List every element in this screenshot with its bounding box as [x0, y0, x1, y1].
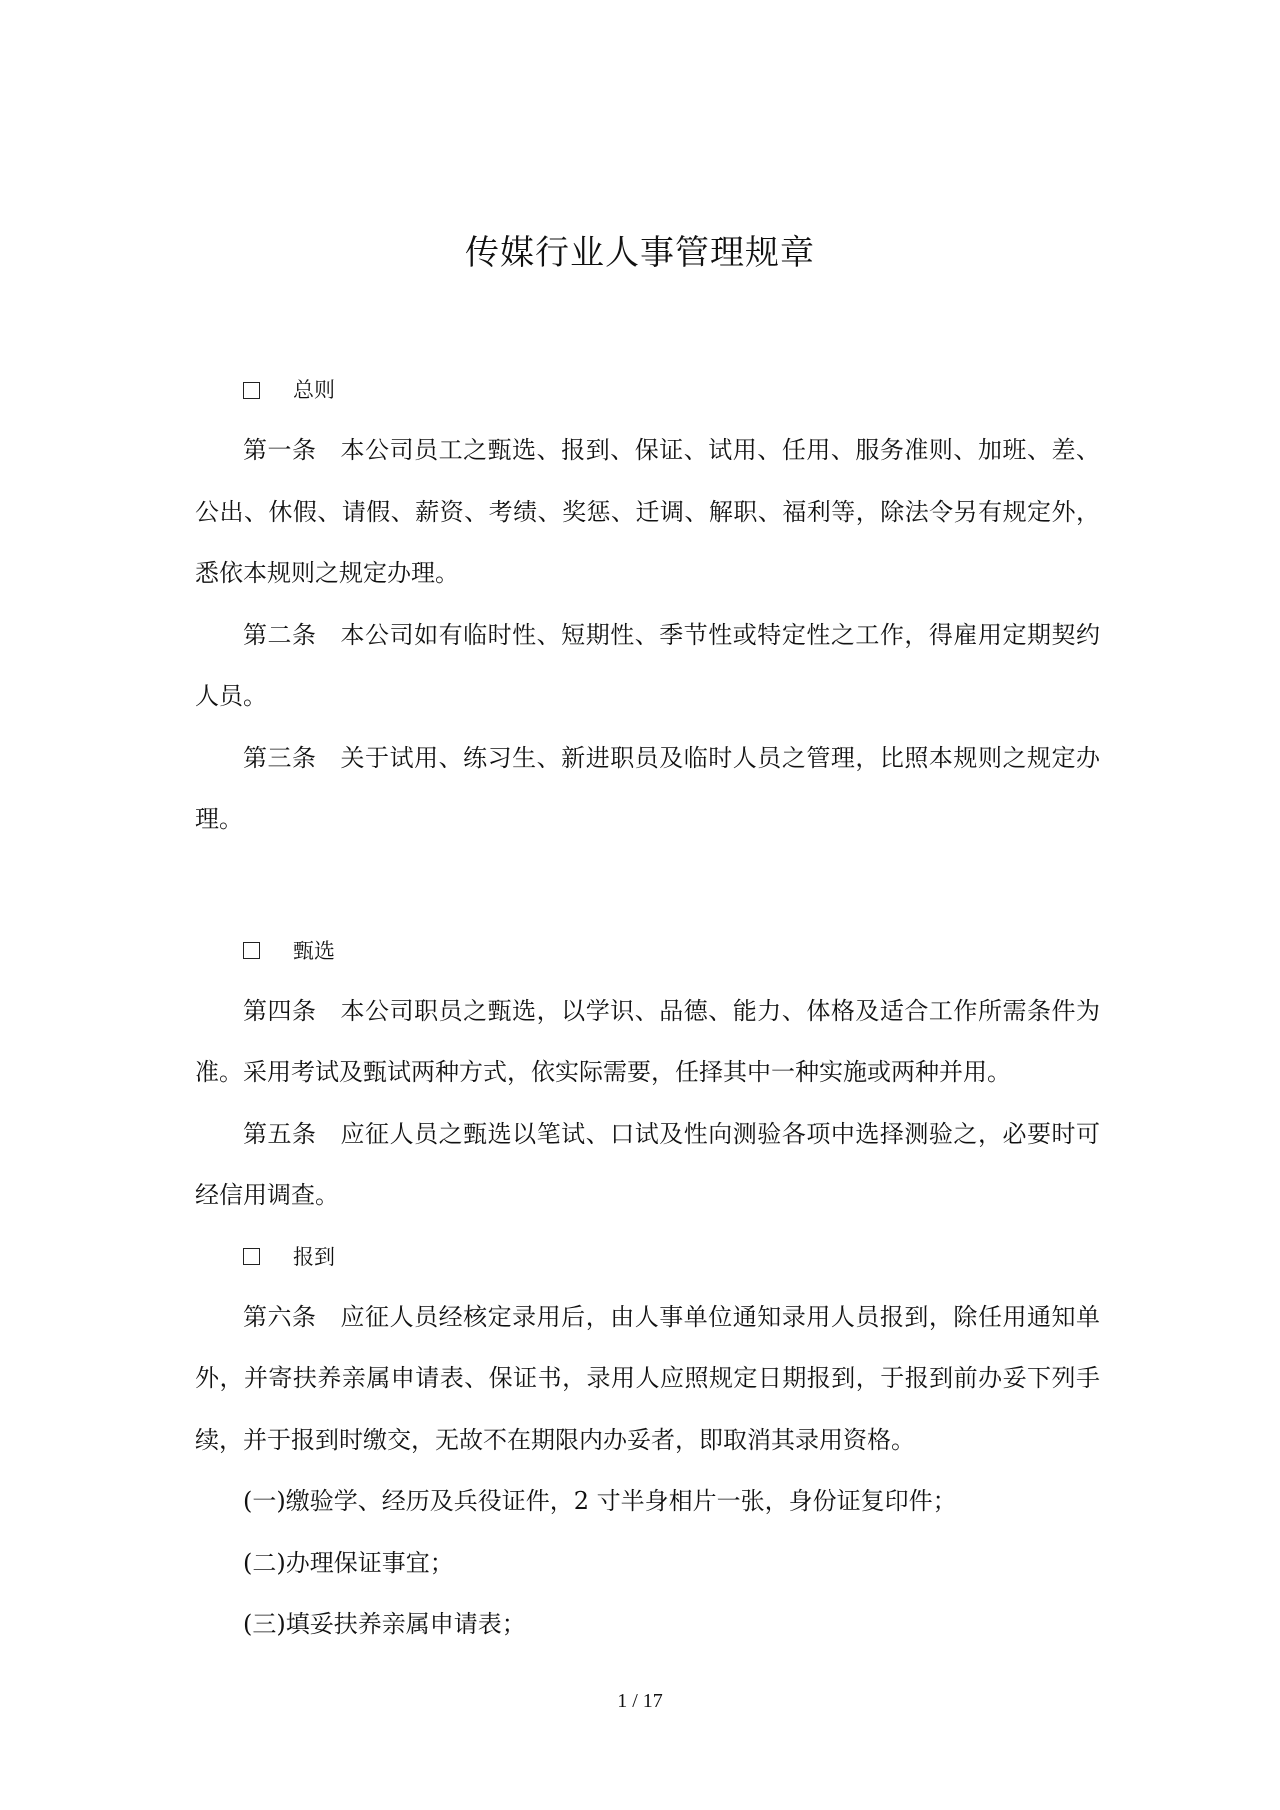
article-paragraph	[195, 420, 1100, 605]
list-item: (二)办理保证事宜；	[243, 1548, 454, 1577]
article-paragraph	[195, 1287, 1100, 1472]
article-text: 本公司员工之甄选、报到、保证、试用、任用、服务准则、加班、差、公出、休假、请假、薪资、考绩、奖惩、迁调、解职、福利等，除法令另有规定外，悉依本规则之规定办理。	[195, 436, 1100, 587]
section-heading-general	[195, 360, 1100, 420]
article-number: 第六条	[243, 1302, 317, 1331]
section-heading-label: 报到	[293, 1244, 335, 1269]
list-item: (三)填妥扶养亲属申请表；	[243, 1610, 526, 1638]
document-title: 传媒行业人事管理规章	[465, 233, 815, 273]
section-heading-label: 总则	[293, 378, 335, 402]
list-item: (一)缴验学、经历及兵役证件，2 寸半身相片一张，身份证复印件；	[243, 1487, 957, 1515]
article-number: 第二条	[243, 620, 317, 649]
article-text: 应征人员经核定录用后，由人事单位通知录用人员报到，除任用通知单外，并寄扶养亲属申请表、保证书，录用人应照规定日期报到，于报到前办妥下列手续，并于报到时缴交，无故不在期限内办妥者，即取消其录用资格。	[195, 1302, 1100, 1454]
checkbox-square-icon	[243, 382, 260, 399]
article-number: 第一条	[243, 436, 317, 464]
article-paragraph	[195, 981, 1100, 1104]
article-text: 本公司职员之甄选，以学识、品德、能力、体格及适合工作所需条件为准。采用考试及甄试两种方式，依实际需要，任择其中一种实施或两种并用。	[195, 996, 1100, 1086]
article-number: 第五条	[243, 1119, 317, 1148]
article-number: 第三条	[243, 743, 317, 772]
article-text: 关于试用、练习生、新进职员及临时人员之管理，比照本规则之规定办理。	[195, 743, 1100, 833]
article-text: 本公司如有临时性、短期性、季节性或特定性之工作，得雇用定期契约人员。	[195, 620, 1100, 710]
article-paragraph	[195, 1104, 1100, 1227]
article-paragraph	[195, 728, 1100, 851]
page-number: 1 / 17	[617, 1690, 663, 1712]
checkbox-square-icon	[243, 942, 260, 959]
section-heading-selection	[195, 921, 1100, 981]
document-body	[195, 360, 1100, 1656]
checkbox-square-icon	[243, 1248, 260, 1265]
section-heading-reporting	[195, 1227, 1100, 1287]
article-paragraph	[195, 605, 1100, 728]
section-heading-label: 甄选	[293, 938, 335, 963]
article-number: 第四条	[243, 996, 317, 1025]
article-text: 应征人员之甄选以笔试、口试及性向测验各项中选择测验之，必要时可经信用调查。	[195, 1119, 1100, 1209]
section-spacer	[195, 851, 1100, 921]
